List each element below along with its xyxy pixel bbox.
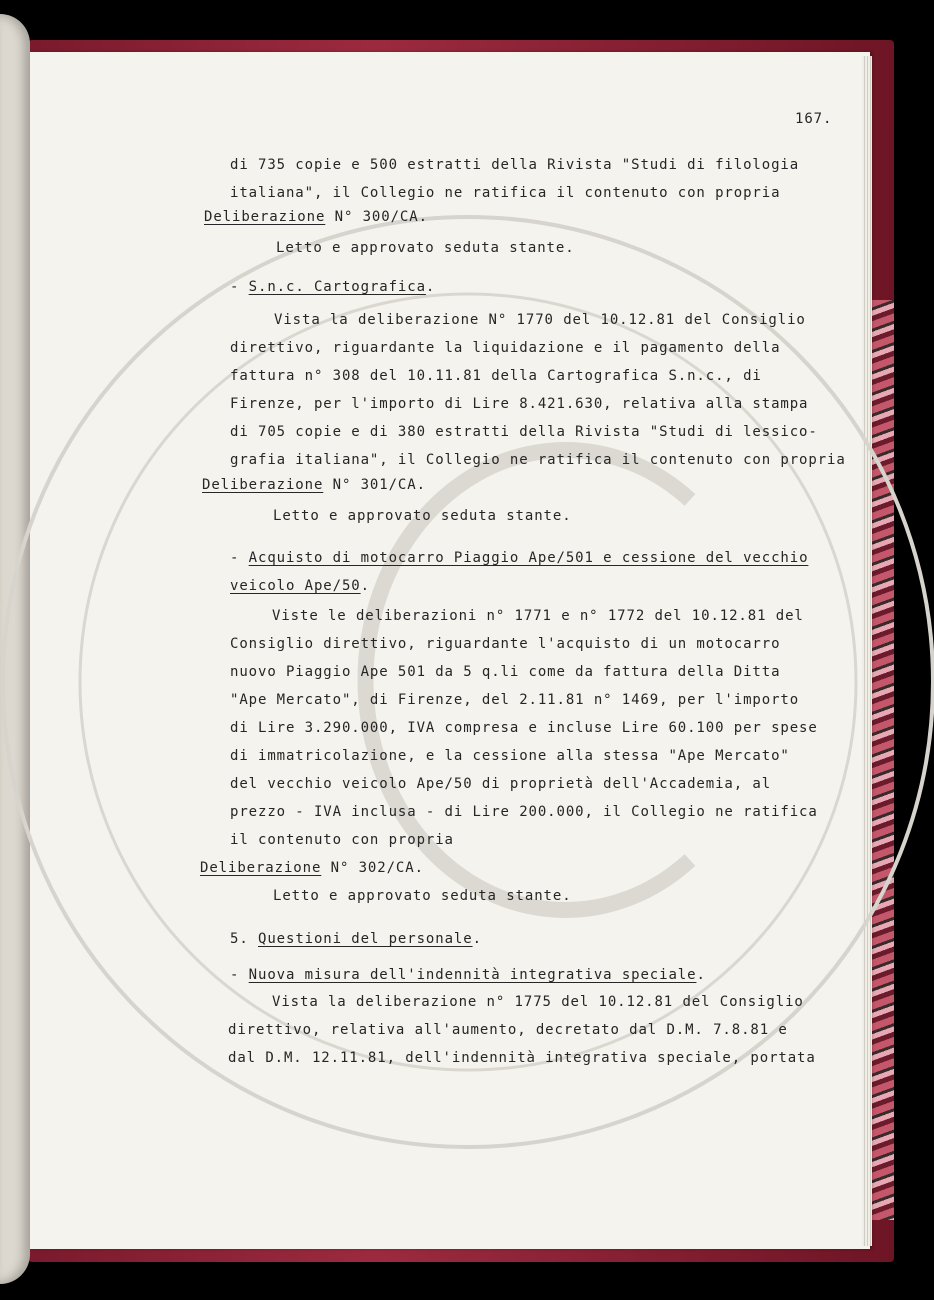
marbled-edge	[872, 300, 894, 1220]
text-line: Consiglio direttivo, riguardante l'acquisto di un motocarro	[230, 636, 781, 652]
heading-prefix: -	[230, 550, 249, 566]
deliberation-number: N° 302/CA.	[321, 860, 424, 876]
section-heading	[230, 549, 808, 567]
heading-title: S.n.c. Cartografica	[248, 279, 426, 295]
facing-page-edge	[0, 14, 30, 1284]
section-heading	[230, 278, 435, 296]
text-line: di immatricolazione, e la cessione alla stessa "Ape Mercato"	[230, 748, 790, 764]
deliberation-line	[204, 208, 428, 226]
text-line: italiana", il Collegio ne ratifica il contenuto con propria	[230, 185, 781, 201]
text-line: fattura n° 308 del 10.11.81 della Cartografica S.n.c., di	[230, 368, 762, 384]
heading-title: veicolo Ape/50	[230, 578, 361, 594]
heading-prefix: -	[230, 967, 249, 983]
text-line: di 705 copie e di 380 estratti della Rivista "Studi di lessico-	[230, 424, 818, 440]
section-heading-continued	[230, 577, 370, 595]
section-heading	[230, 930, 482, 948]
heading-suffix: .	[425, 279, 436, 295]
text-line: il contenuto con propria	[230, 832, 454, 848]
text-line: "Ape Mercato", di Firenze, del 2.11.81 n° 1469, per l'importo	[230, 692, 800, 708]
heading-prefix: 5.	[230, 931, 258, 947]
heading-suffix: .	[360, 578, 370, 594]
heading-title: Nuova misura dell'indennità integrativa speciale	[248, 967, 697, 983]
heading-title: Questioni del personale	[258, 931, 473, 947]
approval-line: Letto e approvato seduta stante.	[273, 508, 572, 524]
text-line: Viste le deliberazioni n° 1771 e n° 1772 del 10.12.81 del	[272, 608, 804, 624]
text-line: nuovo Piaggio Ape 501 da 5 q.li come da fattura della Ditta	[230, 664, 781, 680]
page-stack-edges	[862, 56, 872, 1246]
approval-line: Letto e approvato seduta stante.	[273, 888, 572, 904]
text-line: di 735 copie e 500 estratti della Rivista "Studi di filologia	[230, 157, 800, 173]
approval-line: Letto e approvato seduta stante.	[276, 240, 575, 256]
text-line: del vecchio veicolo Ape/50 di proprietà dell'Accademia, al	[230, 776, 772, 792]
heading-prefix: -	[230, 279, 249, 295]
deliberation-heading: Deliberazione	[200, 860, 322, 876]
text-line: Firenze, per l'importo di Lire 8.421.630, relativa alla stampa	[230, 396, 809, 412]
text-line: Vista la deliberazione n° 1775 del 10.12.81 del Consiglio	[272, 994, 804, 1010]
section-heading	[230, 966, 706, 984]
deliberation-number: N° 300/CA.	[325, 209, 428, 225]
text-line: dal D.M. 12.11.81, dell'indennità integrativa speciale, portata	[228, 1050, 816, 1066]
text-line: Vista la deliberazione N° 1770 del 10.12.81 del Consiglio	[274, 312, 806, 328]
text-line: grafia italiana", il Collegio ne ratifica il contenuto con propria	[230, 452, 846, 468]
deliberation-heading: Deliberazione	[204, 209, 326, 225]
deliberation-number: N° 301/CA.	[323, 477, 426, 493]
text-line: direttivo, relativa all'aumento, decretato dal D.M. 7.8.81 e	[228, 1022, 788, 1038]
heading-suffix: .	[696, 967, 706, 983]
heading-suffix: .	[472, 931, 482, 947]
text-line: prezzo - IVA inclusa - di Lire 200.000, il Collegio ne ratifica	[230, 804, 818, 820]
text-line: direttivo, riguardante la liquidazione e il pagamento della	[230, 340, 781, 356]
deliberation-heading: Deliberazione	[202, 477, 324, 493]
page-number: 167.	[795, 111, 833, 127]
deliberation-line	[202, 476, 426, 494]
text-line: di Lire 3.290.000, IVA compresa e incluse Lire 60.100 per spese	[230, 720, 818, 736]
heading-title: Acquisto di motocarro Piaggio Ape/501 e cessione del vecchio	[248, 550, 809, 566]
deliberation-line	[200, 859, 424, 877]
